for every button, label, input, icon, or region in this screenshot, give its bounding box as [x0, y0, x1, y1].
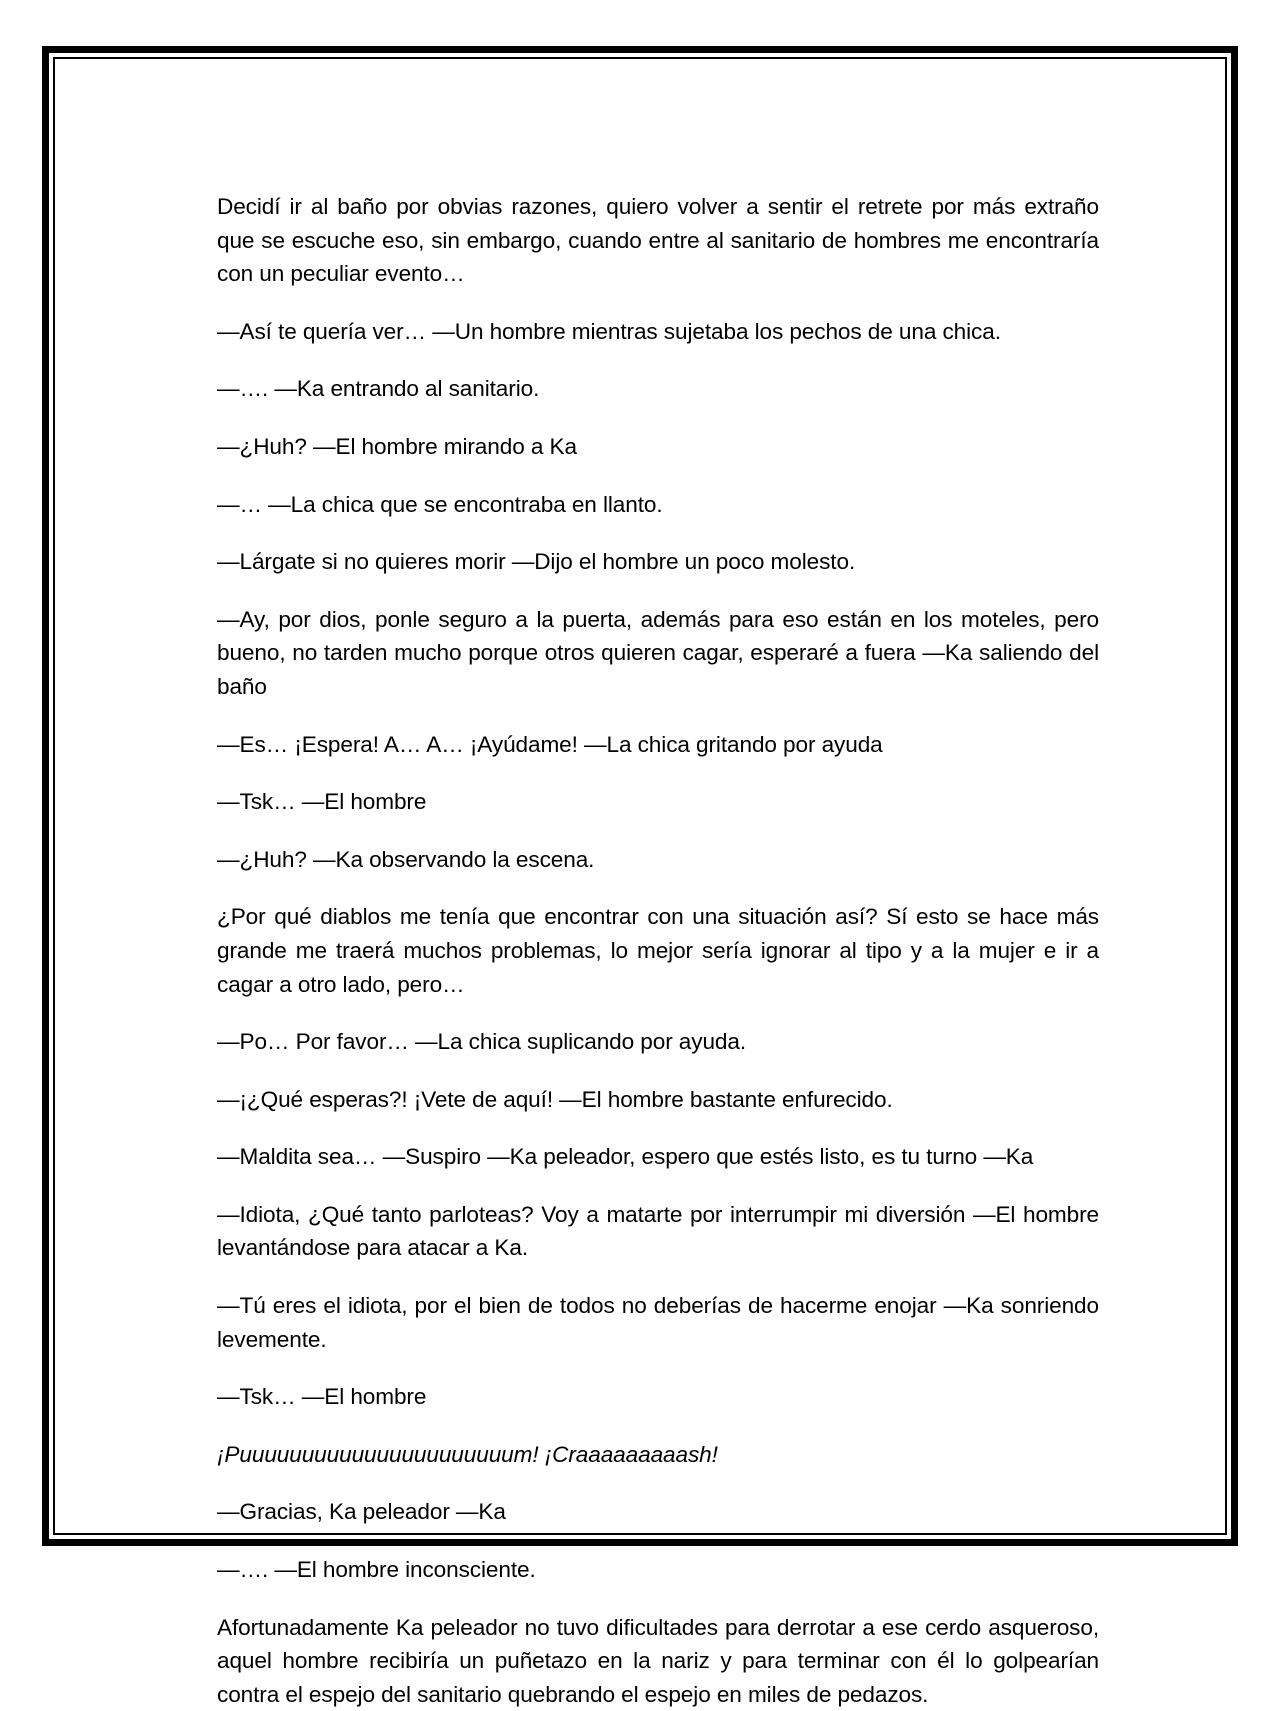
paragraph-dialogue: —Tsk… —El hombre — [217, 789, 427, 815]
paragraph-dialogue: —¿Huh? —El hombre mirando a Ka — [217, 433, 577, 459]
paragraph-dialogue: —Tsk… —El hombre — [217, 1384, 427, 1410]
paragraph-dialogue: —Es… ¡Espera! A… A… ¡Ayúdame! —La chica gritando por ayuda — [217, 731, 883, 757]
paragraph-dialogue: —¿Huh? —Ka observando la escena. — [217, 846, 595, 872]
paragraph-dialogue: —…. —Ka entrando al sanitario. — [217, 376, 540, 402]
paragraph-narration: Afortunadamente Ka peleador no tuvo dificultades para derrotar a ese cerdo asqueroso, aquel hombre recibiría un puñetazo en la nariz y para terminar con él lo golpearían contra el espejo del sanitario quebrando el espejo en miles de pedazos. — [217, 1614, 1099, 1707]
paragraph-dialogue: —Maldita sea… —Suspiro —Ka peleador, espero que estés listo, es tu turno —Ka — [217, 1144, 1034, 1170]
paragraph-onomatopoeia: ¡Puuuuuuuuuuuuuuuuuuuuuum! ¡Craaaaaaaaash! — [217, 1441, 718, 1467]
paragraph-dialogue: —¡¿Qué esperas?! ¡Vete de aquí! —El hombre bastante enfurecido. — [217, 1086, 893, 1112]
paragraph-dialogue: —Gracias, Ka peleador —Ka — [217, 1499, 506, 1525]
paragraph-dialogue: —Lárgate si no quieres morir —Dijo el hombre un poco molesto. — [217, 549, 856, 575]
paragraph-dialogue: —Idiota, ¿Qué tanto parloteas? Voy a matarte por interrumpir mi diversión —El hombre levantándose para atacar a Ka. — [217, 1201, 1099, 1261]
paragraph-dialogue: —Ay, por dios, ponle seguro a la puerta, además para eso están en los moteles, pero bueno, no tarden mucho porque otros quieren cagar, esperaré a fuera —Ka saliendo del baño — [217, 606, 1099, 699]
paragraph-dialogue: —… —La chica que se encontraba en llanto. — [217, 491, 663, 517]
paragraph-dialogue: —Po… Por favor… —La chica suplicando por ayuda. — [217, 1029, 747, 1055]
paragraph-dialogue: —…. —El hombre inconsciente. — [217, 1557, 536, 1583]
paragraph-dialogue: —Tú eres el idiota, por el bien de todos no deberías de hacerme enojar —Ka sonriendo levemente. — [217, 1293, 1099, 1352]
page-border-outer — [42, 46, 1238, 1707]
paragraph-narration: ¿Por qué diablos me tenía que encontrar con una situación así? Sí esto se hace más grande me traerá muchos problemas, lo mejor sería ignorar al tipo y a la mujer e ir a cagar a otro lado, pero… — [217, 904, 1099, 997]
paragraph-narration: Decidí ir al baño por obvias razones, quiero volver a sentir el retrete por más extraño que se escuche eso, sin embargo, cuando entre al sanitario de hombres me encontraría con un peculiar evento… — [217, 194, 1099, 287]
paragraph-dialogue: —Así te quería ver… —Un hombre mientras sujetaba los pechos de una chica. — [217, 318, 1001, 344]
document-body — [217, 190, 1099, 1711]
